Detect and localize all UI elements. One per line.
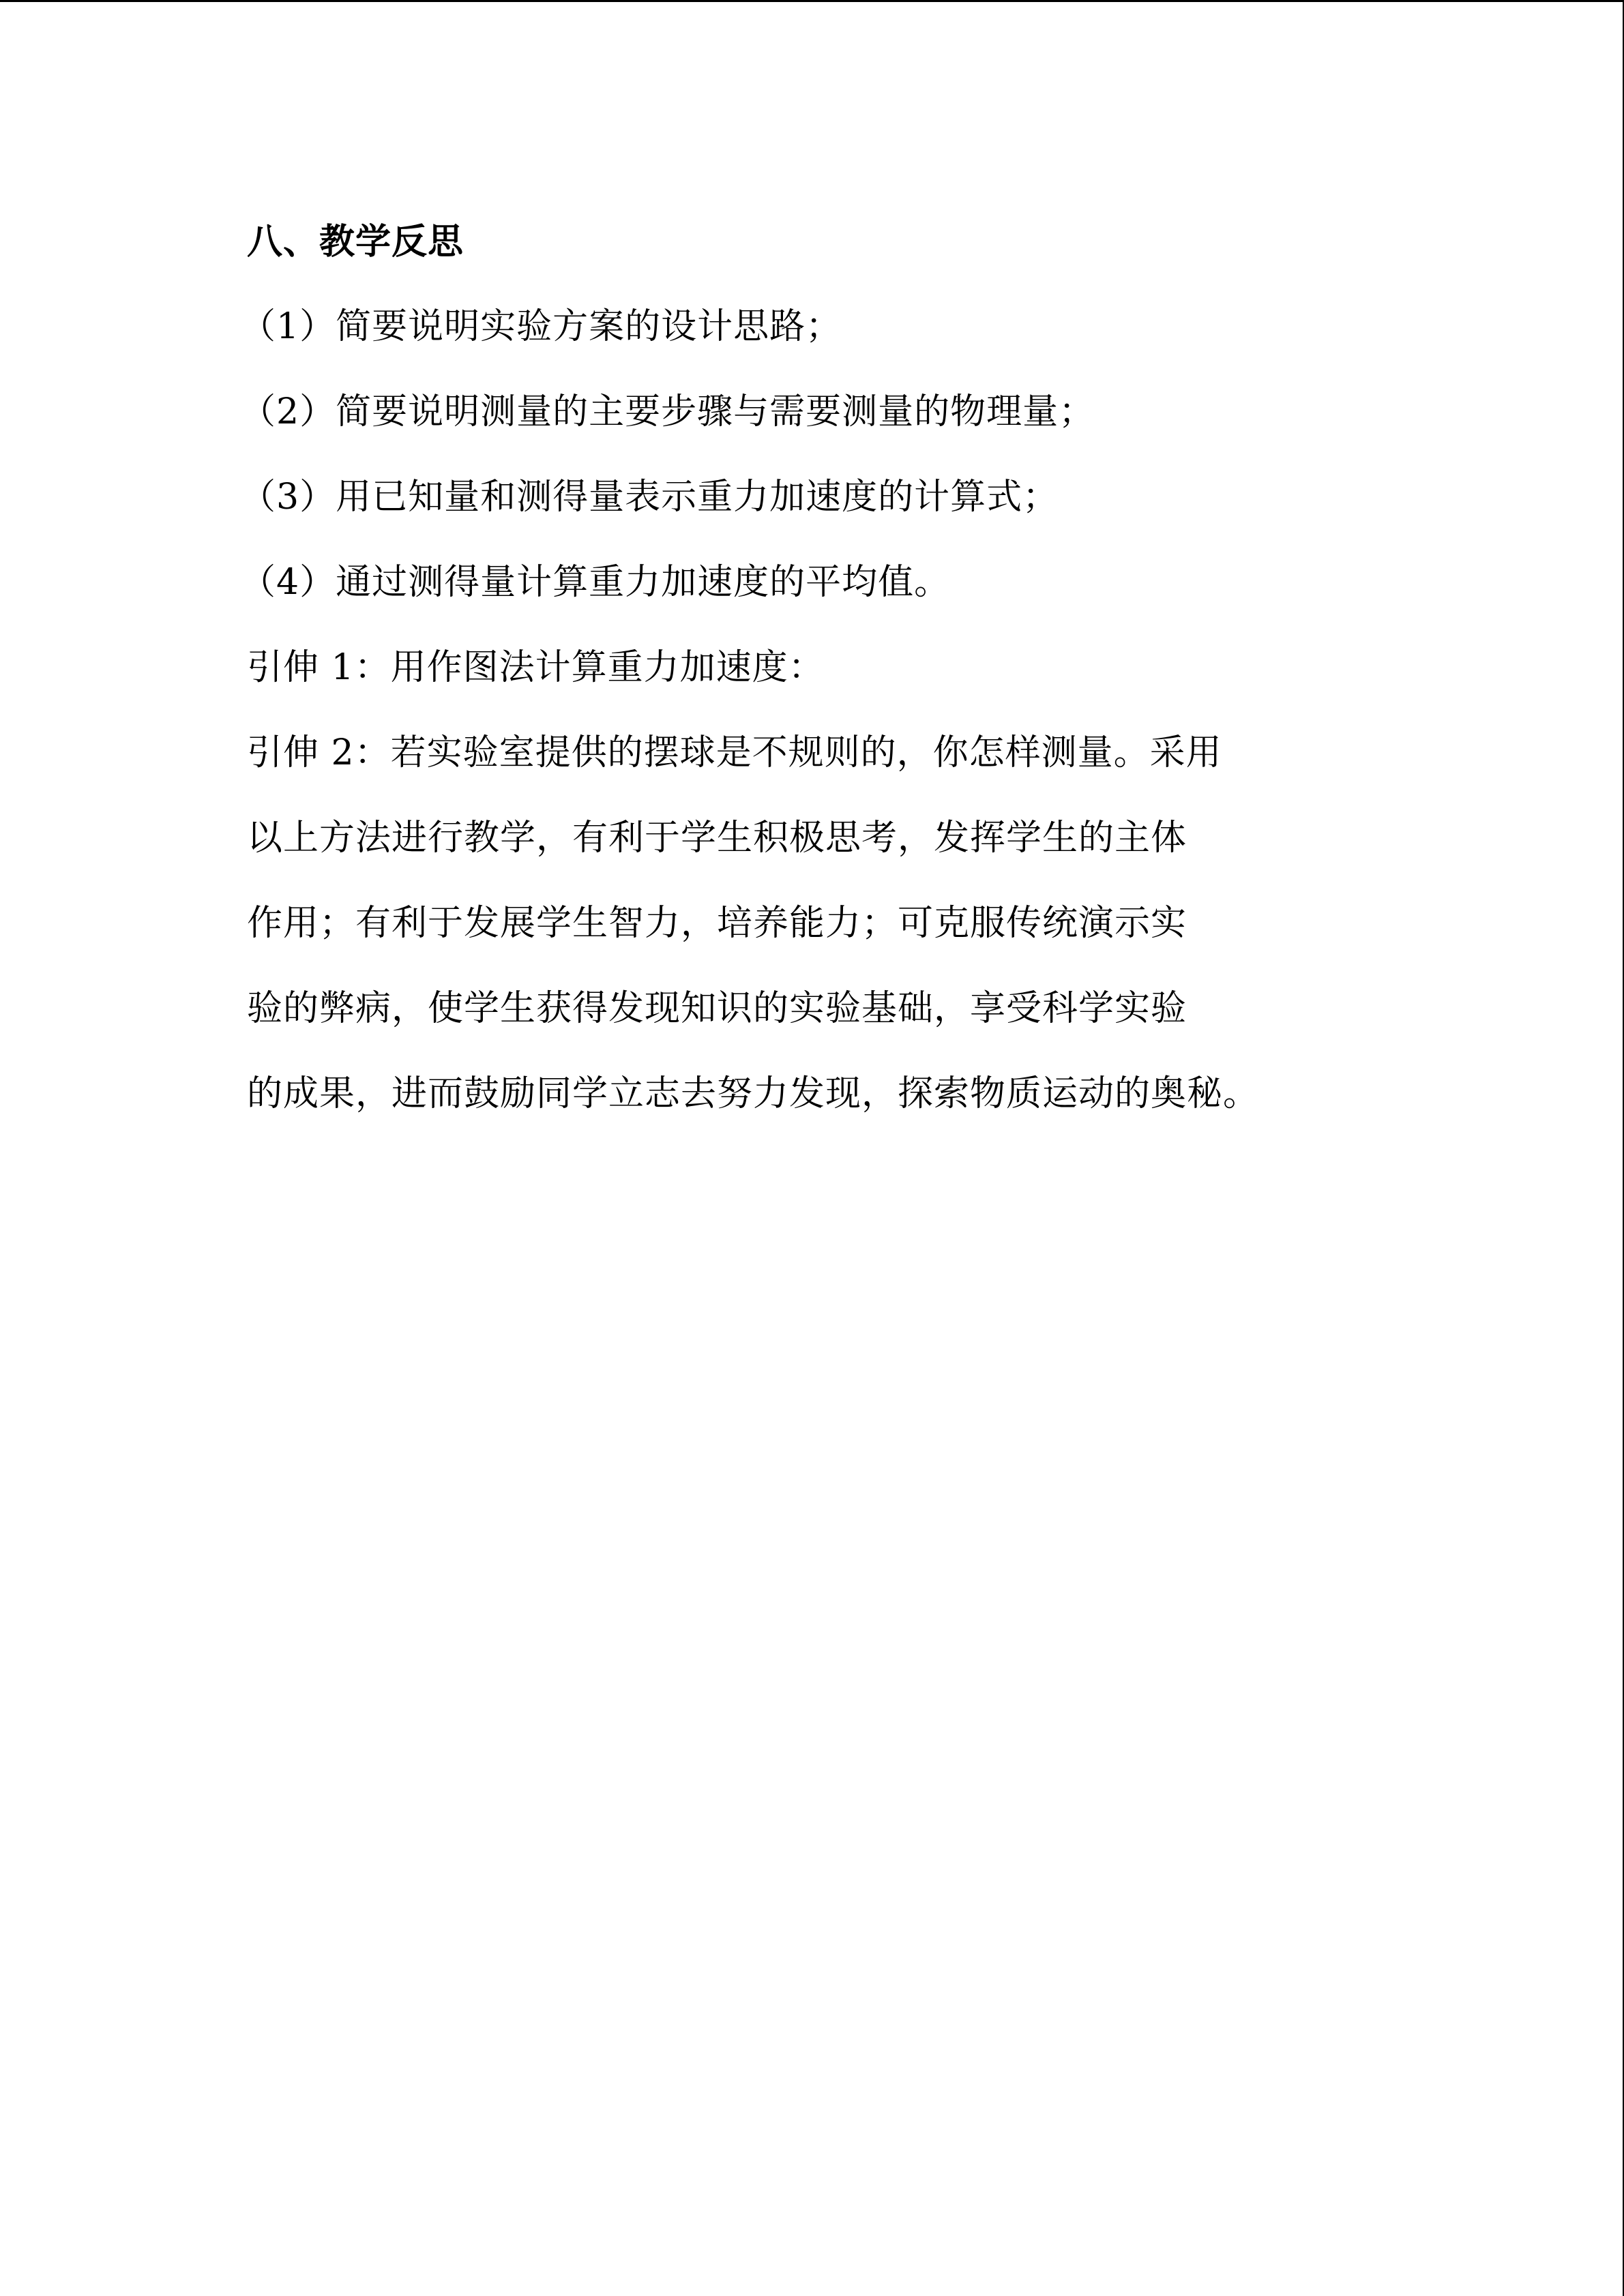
paragraph-line: 以上方法进行教学，有利于学生积极思考，发挥学生的主体	[247, 818, 1187, 859]
paragraph-line: 作用；有利于发展学生智力，培养能力；可克服传统演示实	[247, 903, 1187, 944]
list-item: （1）简要说明实验方案的设计思路；	[240, 306, 842, 347]
list-item: （2）简要说明测量的主要步骤与需要测量的物理量；	[240, 391, 1095, 432]
extension-1-line: 引伸 1：用作图法计算重力加速度：	[247, 647, 825, 688]
paragraph-line: 的成果，进而鼓励同学立志去努力发现，探索物质运动的奥秘。	[247, 1073, 1260, 1114]
section-heading: 八、教学反思	[247, 222, 464, 263]
list-item: （3）用已知量和测得量表示重力加速度的计算式；	[240, 477, 1059, 518]
paragraph-line: 引伸 2：若实验室提供的摆球是不规则的，你怎样测量。采用	[247, 732, 1222, 773]
paragraph-line: 验的弊病，使学生获得发现知识的实验基础，享受科学实验	[247, 988, 1187, 1029]
list-item: （4）通过测得量计算重力加速度的平均值。	[240, 562, 951, 603]
